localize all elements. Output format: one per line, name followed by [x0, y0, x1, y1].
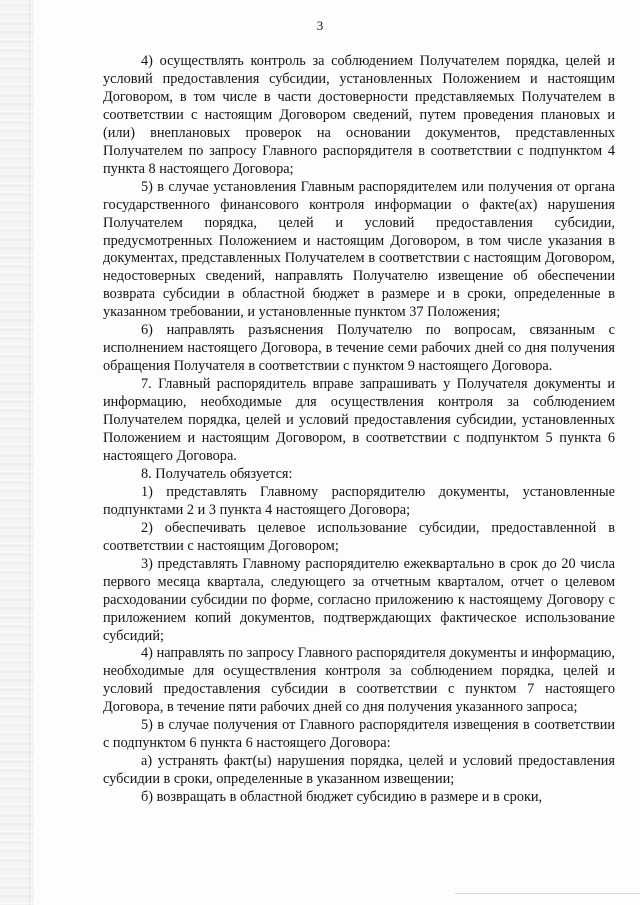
- paragraph-8-recipient-obligations: 8. Получатель обязуется:: [141, 465, 293, 482]
- page-number: 3: [316, 18, 324, 33]
- paragraph-5-violation-notice: 5) в случае установления Главным распорядителем или получения от органа государственного финансового контроля информации о факте(ах) нарушения Получателем порядка, целей и условий предоставления субсидии, предусмотренных Положением и настоящим Договором, в том числе указания в документах, представленных Получателем в соответствии с настоящим Договором, недостоверных сведений, направлять Получателю извещение об обеспечении возврата субсидии в областной бюджет в размере и в сроки, определенные в указанном требовании, и установленные пунктом 37 Положения;: [103, 178, 615, 321]
- paragraph-4-control: 4) осуществлять контроль за соблюдением Получателем порядка, целей и условий предоставления субсидии, установленных Положением и настоящим Договором, в том числе в части достоверности представляемых Получателем в соответствии с настоящим Договором сведений, путем проведения плановых и (или) внеплановых проверок на основании документов, представленных Получателем по запросу Главного распорядителя в соответствии с подпунктом 4 пункта 8 настоящего Договора;: [103, 53, 615, 177]
- paragraph-8-3-quarterly-report: 3) представлять Главному распорядителю ежеквартально в срок до 20 числа первого месяца квартала, следующего за отчетным кварталом, отчет о целевом расходовании субсидии по форме, согласно приложению к настоящему Договору с приложением копий документов, подтверждающих фактическое использование субсидий;: [103, 555, 615, 644]
- paragraph-8-2-targeted-use: 2) обеспечивать целевое использование субсидии, предоставленной в соответствии с настоящим Договором;: [103, 519, 615, 554]
- paragraph-8-4-send-on-request: 4) направлять по запросу Главного распорядителя документы и информацию, необходимые для осуществления контроля за соблюдением порядка, целей и условий предоставления субсидии в соответствии с пунктом 7 настоящего Договора, в течение пяти рабочих дней со дня получения указанного запроса;: [103, 645, 615, 716]
- document-body: [103, 53, 615, 807]
- paragraph-8-5-a-eliminate: а) устранять факт(ы) нарушения порядка, целей и условий предоставления субсидии в сроки, определенные в указанном извещении;: [103, 753, 615, 788]
- scan-left-edge: [0, 0, 34, 905]
- paragraph-8-5-b-return: б) возвращать в областной бюджет субсидию в размере и в сроки,: [141, 789, 543, 806]
- paragraph-6-clarifications: 6) направлять разъяснения Получателю по вопросам, связанным с исполнением настоящего Договора, в течение семи рабочих дней со дня получения обращения Получателя в соответствии с пунктом 9 настоящего Договора.: [103, 322, 615, 375]
- scan-bottom-line: [455, 893, 640, 894]
- paragraph-8-1-submit-documents: 1) представлять Главному распорядителю документы, установленные подпунктами 2 и 3 пункта 4 настоящего Договора;: [103, 483, 615, 518]
- paragraph-7-request-documents: 7. Главный распорядитель вправе запрашивать у Получателя документы и информацию, необходимые для осуществления контроля за соблюдением Получателем порядка, целей и условий предоставления субсидии, установленных Положением и настоящим Договором, в соответствии с подпунктом 5 пункта 6 настоящего Договора.: [103, 376, 615, 464]
- paragraph-8-5-on-notice: 5) в случае получения от Главного распорядителя извещения в соответствии с подпунктом 6 пункта 6 настоящего Договора:: [103, 717, 615, 752]
